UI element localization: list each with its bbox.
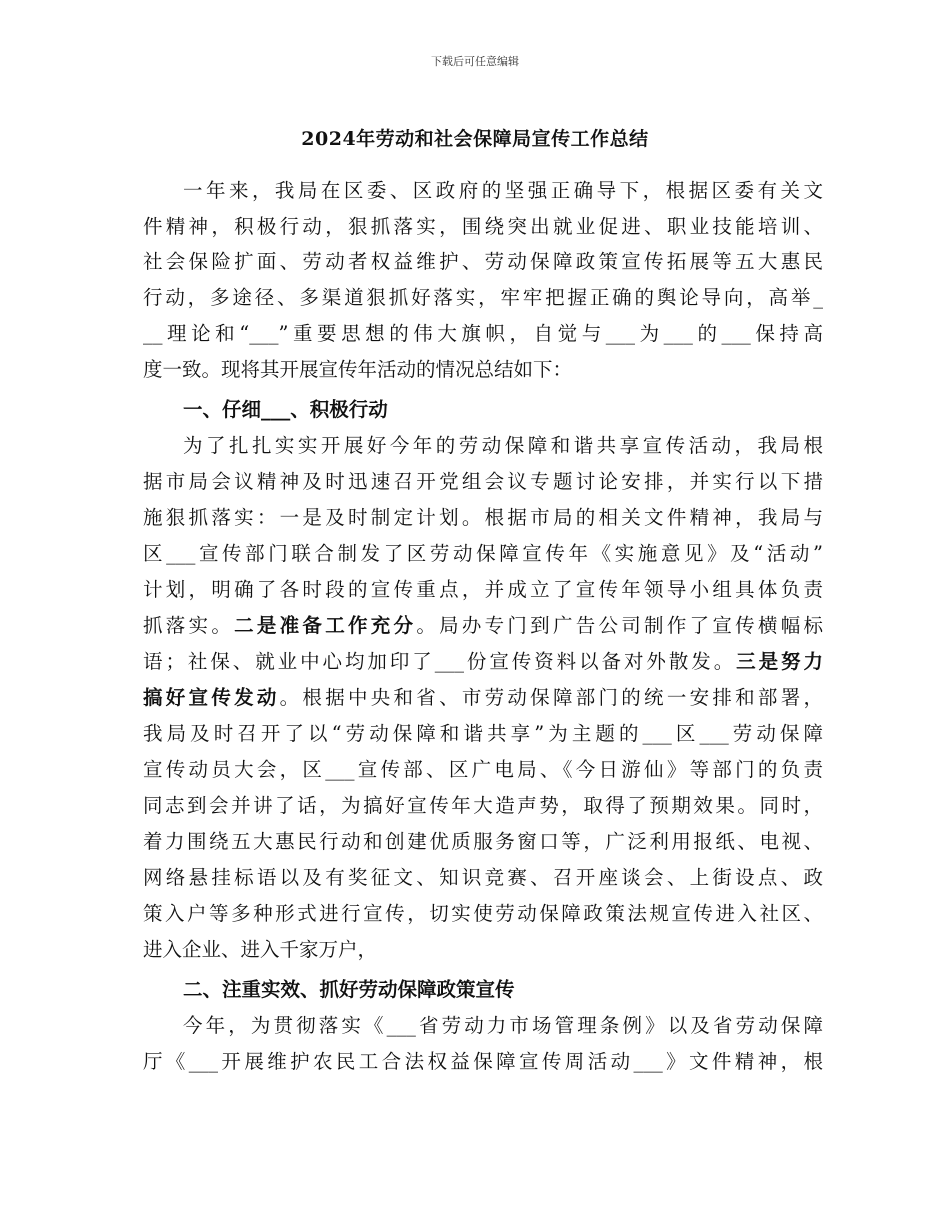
text-segment: 。根据中央和省、市劳动保障部门的统一安排和部署，: [279, 686, 823, 709]
section-1-line-11: 同志到会并讲了话，为搞好宣传年大造声势，取得了预期效果。同时，: [143, 794, 823, 817]
bold-phrase-preparation: 二是准备工作充分: [234, 614, 417, 637]
intro-line-2: 件精神，积极行动，狠抓落实，围绕突出就业促进、职业技能培训、: [143, 215, 823, 238]
section-1-line-12: 着力围绕五大惠民行动和创建优质服务窗口等，广泛利用报纸、电视、: [143, 830, 823, 853]
intro-line-1: 一年来，我局在区委、区政府的坚强正确导下，根据区委有关文: [183, 179, 823, 202]
section-1-heading: 一、仔细___、积极行动: [183, 398, 388, 421]
document-title: 2024年劳动和社会保障局宣传工作总结: [301, 128, 649, 150]
section-2-line-1: 今年，为贯彻落实《___省劳动力市场管理条例》以及省劳动保障: [183, 1014, 823, 1037]
section-1-line-6: [143, 614, 823, 638]
text-segment: 语；社保、就业中心均加印了___份宣传资料以备对外散发。: [143, 650, 737, 673]
bold-phrase-mobilization: 三是努力: [736, 650, 823, 673]
section-1-line-8: [143, 686, 823, 710]
text-segment: 抓落实。: [143, 614, 235, 637]
section-1-line-4: 区___宣传部门联合制发了区劳动保障宣传年《实施意见》及“活动”: [143, 542, 823, 565]
intro-line-4: 行动，多途径、多渠道狠抓好落实，牢牢把握正确的舆论导向，高举_: [143, 286, 823, 309]
section-1-line-9: 我局及时召开了以“劳动保障和谐共享”为主题的___区___劳动保障: [143, 722, 823, 745]
section-2-line-2: 厅《___开展维护农民工合法权益保障宣传周活动___》文件精神，根: [143, 1050, 823, 1073]
intro-line-5: __理论和“___”重要思想的伟大旗帜，自觉与___为___的___保持高: [143, 322, 823, 345]
section-1-line-15: 进入企业、进入千家万户，: [143, 938, 378, 961]
section-1-line-3: 施狠抓落实：一是及时制定计划。根据市局的相关文件精神，我局与: [143, 506, 823, 529]
intro-line-3: 社会保险扩面、劳动者权益维护、劳动保障政策宣传拓展等五大惠民: [143, 250, 823, 273]
section-2-heading: 二、注重实效、抓好劳动保障政策宣传: [183, 978, 515, 1001]
text-segment: 。局办专门到广告公司制作了宣传横幅标: [416, 614, 823, 637]
bold-phrase-mobilization-cont: 搞好宣传发动: [143, 686, 280, 709]
section-1-line-14: 策入户等多种形式进行宣传，切实使劳动保障政策法规宣传进入社区、: [143, 902, 823, 925]
section-1-line-1: 为了扎扎实实开展好今年的劳动保障和谐共享宣传活动，我局根: [183, 434, 823, 457]
section-1-line-2: 据市局会议精神及时迅速召开党组会议专题讨论安排，并实行以下措: [143, 470, 823, 493]
intro-line-6: 度一致。现将其开展宣传年活动的情况总结如下：: [143, 358, 573, 381]
section-1-line-10: 宣传动员大会，区___宣传部、区广电局、《今日游仙》等部门的负责: [143, 758, 823, 781]
section-1-line-7: [143, 650, 823, 674]
section-1-line-5: 计划，明确了各时段的宣传重点，并成立了宣传年领导小组具体负责: [143, 578, 823, 601]
page-header: 下载后可任意编辑: [431, 55, 519, 68]
section-1-line-13: 网络悬挂标语以及有奖征文、知识竞赛、召开座谈会、上街设点、政: [143, 866, 823, 889]
